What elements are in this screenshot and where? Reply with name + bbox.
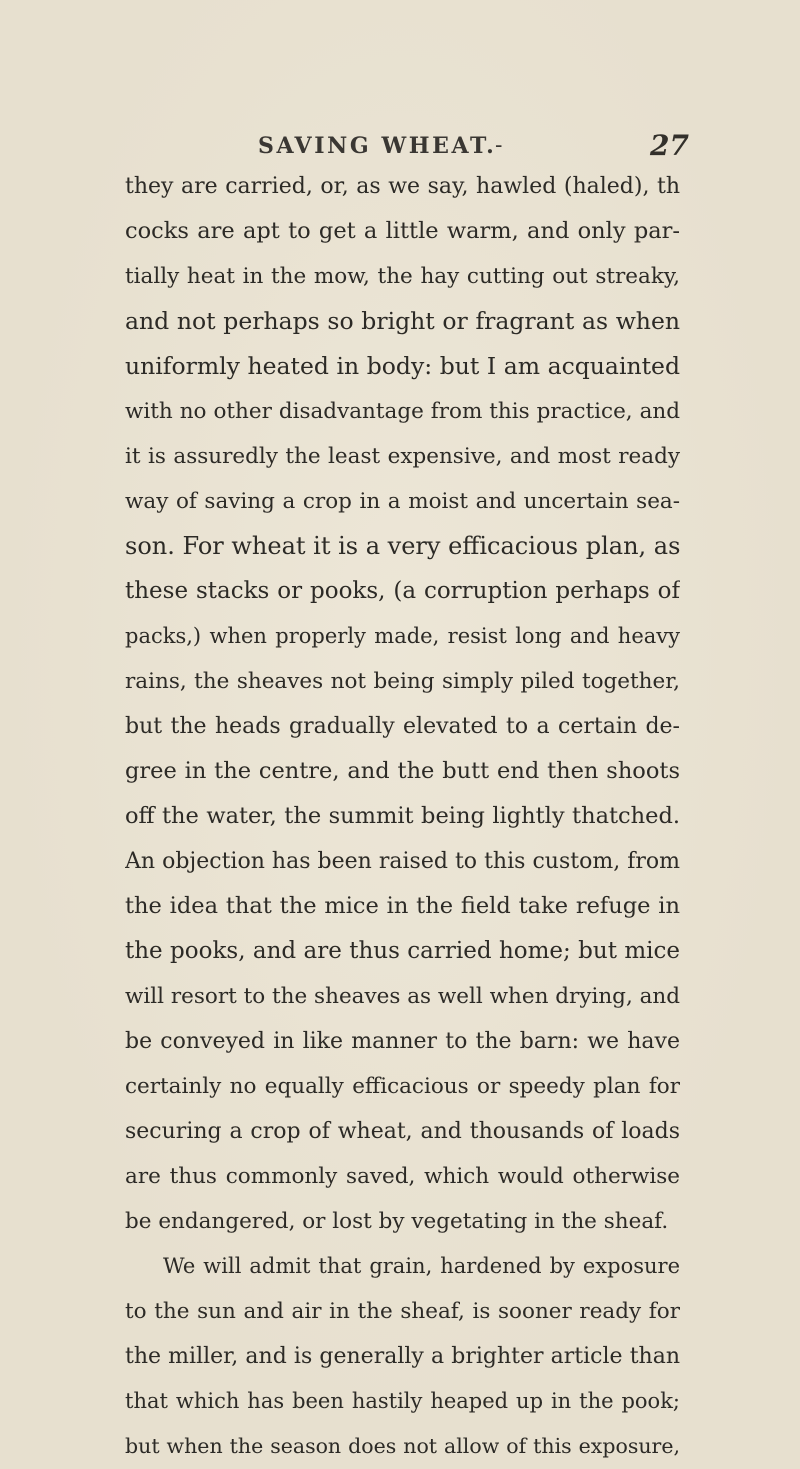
text-line: they are carried, or, as we say, hawled (haled), th: [125, 174, 680, 199]
text-line: rains, the sheaves not being simply piled together,: [125, 669, 680, 694]
text-line: securing a crop of wheat, and thousands of loads: [125, 1119, 680, 1144]
text-line: the miller, and is generally a brighter article than: [125, 1344, 680, 1369]
text-line: cocks are apt to get a little warm, and only par-: [125, 218, 680, 244]
text-line: certainly no equally efficacious or speedy plan for: [125, 1074, 680, 1099]
text-line: but the heads gradually elevated to a certain de-: [125, 714, 680, 739]
text-line: gree in the centre, and the butt end then shoots: [125, 758, 680, 784]
body-text: [125, 164, 680, 1469]
text-line: packs,) when properly made, resist long and heavy: [125, 624, 680, 648]
text-line: with no other disadvantage from this practice, and: [125, 399, 680, 424]
text-line: the pooks, and are thus carried home; but mice: [125, 938, 680, 964]
text-line: son. For wheat it is a very efficacious plan, as: [125, 532, 680, 560]
text-line: to the sun and air in the sheaf, is sooner ready for: [125, 1299, 680, 1324]
text-line: are thus commonly saved, which would otherwise: [125, 1164, 680, 1189]
text-line: the idea that the mice in the field take refuge in: [125, 893, 680, 919]
text-line: it is assuredly the least expensive, and most ready: [125, 444, 680, 469]
text-line: An objection has been raised to this custom, from: [125, 849, 680, 874]
text-line: but when the season does not allow of this exposure,: [125, 1434, 680, 1458]
text-line: these stacks or pooks, (a corruption perhaps of: [125, 578, 680, 604]
text-line: and not perhaps so bright or fragrant as when: [125, 307, 680, 335]
text-line: tially heat in the mow, the hay cutting out streaky,: [125, 264, 680, 289]
text-line: way of saving a crop in a moist and uncertain sea-: [125, 489, 680, 514]
text-line: will resort to the sheaves as well when drying, and: [125, 984, 680, 1009]
running-title: SAVING WHEAT.: [258, 133, 497, 159]
text-line: uniformly heated in body: but I am acquainted: [125, 352, 680, 380]
header-separator: -: [495, 133, 503, 158]
text-line: off the water, the summit being lightly thatched.: [125, 803, 680, 829]
text-line: be endangered, or lost by vegetating in the sheaf.: [125, 1209, 669, 1234]
text-line: We will admit that grain, hardened by exposure: [163, 1254, 680, 1278]
text-line: be conveyed in like manner to the barn: we have: [125, 1029, 680, 1054]
page-number: 27: [650, 129, 689, 162]
text-line: that which has been hastily heaped up in the pook;: [125, 1389, 680, 1413]
